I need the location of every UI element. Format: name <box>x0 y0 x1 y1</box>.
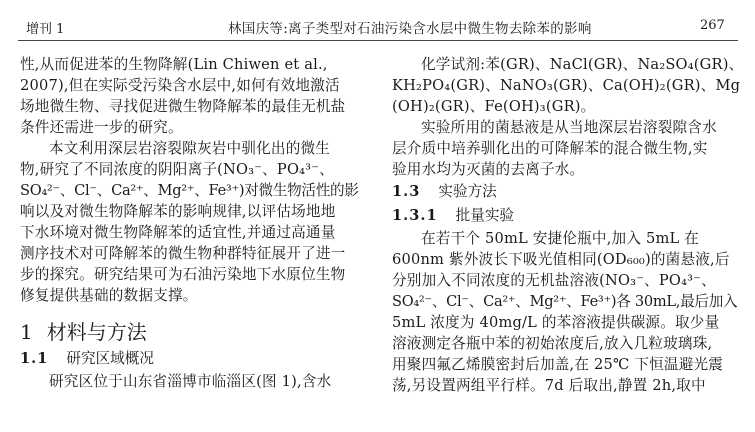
body-line: 步的探究。研究结果可为石油污染地下水原位生物 <box>20 266 346 283</box>
section-number: 1.3.1 <box>392 207 438 224</box>
body-line: 验用水均为灭菌的去离子水。 <box>392 161 585 178</box>
body-line: 层介质中培养驯化出的可降解苯的混合微生物,实 <box>392 140 708 157</box>
section-number: 1 <box>20 320 33 344</box>
section-heading-1-1 <box>20 347 365 371</box>
body-line: 性,从而促进苯的生物降解(Lin Chiwen et al., <box>20 56 328 73</box>
body-line: 修复提供基础的数据支撑。 <box>20 287 198 304</box>
section-title: 批量实验 <box>455 207 515 224</box>
body-line: 研究区位于山东省淄博市临淄区(图 1),含水 <box>49 373 332 390</box>
running-title: 林国庆等:离子类型对石油污染含水层中微生物去除苯的影响 <box>228 21 592 37</box>
body-line: 实验所用的菌悬液是从当地深层岩溶裂隙含水 <box>421 119 717 136</box>
section-title: 材料与方法 <box>46 320 147 344</box>
body-line: SO₄²⁻、Cl⁻、Ca²⁺、Mg²⁺、Fe³⁺)对微生物活性的影 <box>20 182 359 199</box>
section-heading-1 <box>20 317 365 347</box>
issue-label: 增刊 1 <box>26 22 65 37</box>
body-line: 分别加入不同浓度的无机盐溶液(NO₃⁻、PO₄³⁻、 <box>392 272 716 289</box>
body-line: 下水环境对微生物降解苯的适宜性,并通过高通量 <box>20 224 336 241</box>
section-number: 1.3 <box>392 183 421 200</box>
body-line: 用聚四氟乙烯膜密封后加盖,在 25℃ 下恒温避光震 <box>392 356 724 373</box>
body-line: 响以及对微生物降解苯的影响规律,以评估场地地 <box>20 203 336 220</box>
body-line: 溶液测定各瓶中苯的初始浓度后,放入几粒玻璃珠, <box>392 335 713 352</box>
body-line: 物,研究了不同浓度的阴阳离子(NO₃⁻、PO₄³⁻、 <box>20 161 334 178</box>
body-line: (OH)₂(GR)、Fe(OH)₃(GR)。 <box>392 98 596 115</box>
left-column <box>20 54 365 392</box>
body-line: 测序技术对可降解苯的微生物种群特征展开了进一 <box>20 245 346 262</box>
body-line: KH₂PO₄(GR)、NaNO₃(GR)、Ca(OH)₂(GR)、Mg <box>392 77 741 94</box>
section-heading-1-3 <box>392 180 734 204</box>
body-line: 场地微生物、寻找促进微生物降解苯的最佳无机盐 <box>20 98 346 115</box>
right-column <box>392 54 744 396</box>
body-line: 荡,另设置两组平行样。7d 后取出,静置 2h,取中 <box>392 377 706 394</box>
body-line: 化学试剂:苯(GR)、NaCl(GR)、Na₂SO₄(GR)、 <box>421 56 744 73</box>
body-line: 本文利用深层岩溶裂隙灰岩中驯化出的微生 <box>49 140 331 157</box>
body-line: SO₄²⁻、Cl⁻、Ca²⁺、Mg²⁺、Fe³⁺)各 30mL,最后加入 <box>392 293 738 310</box>
body-line: 在若干个 50mL 安捷伦瓶中,加入 5mL 在 <box>421 230 700 247</box>
body-line: 600nm 紫外波长下吸光值相同(OD₆₀₀)的菌悬液,后 <box>392 251 730 268</box>
header-rule <box>18 40 738 41</box>
page-number: 267 <box>700 18 725 33</box>
section-title: 实验方法 <box>438 183 497 200</box>
body-line: 2007),但在实际受污染含水层中,如何有效地激活 <box>20 77 340 94</box>
section-heading-1-3-1 <box>392 204 734 228</box>
body-line: 5mL 浓度为 40mg/L 的苯溶液提供碳源。取少量 <box>392 314 720 331</box>
running-header <box>0 0 755 40</box>
body-line: 条件还需进一步的研究。 <box>20 119 183 136</box>
section-number: 1.1 <box>20 350 49 367</box>
section-title: 研究区域概况 <box>66 350 154 367</box>
